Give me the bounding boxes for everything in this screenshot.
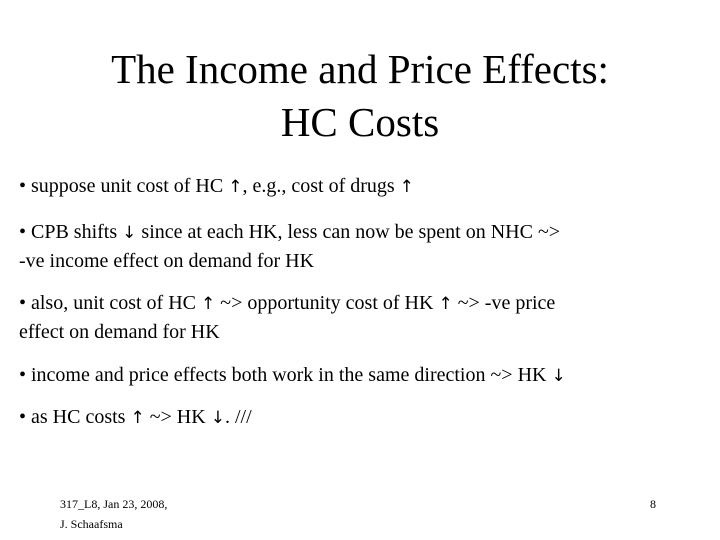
- bullet-3-text-a: • also, unit cost of HC: [19, 292, 201, 314]
- bullet-1: [19, 172, 699, 201]
- up-arrow-icon: ↑: [399, 177, 414, 197]
- footer-author: J. Schaafsma: [60, 517, 123, 531]
- up-arrow-icon: ↑: [130, 408, 145, 428]
- footer-citation: [60, 494, 167, 534]
- bullet-4: [19, 361, 699, 390]
- bullet-3-text-c: ~> -ve price: [452, 292, 556, 314]
- page-number: 8: [650, 497, 656, 511]
- slide-title-line-1: The Income and Price Effects:: [111, 46, 609, 92]
- bullet-5-text-b: ~> HK: [144, 406, 211, 428]
- bullet-5-text-a: • as HC costs: [19, 406, 131, 428]
- down-arrow-icon: ↓: [122, 223, 137, 243]
- up-arrow-icon: ↑: [438, 294, 453, 314]
- bullet-2: [19, 218, 699, 275]
- bullet-1-text-a: • suppose unit cost of HC: [19, 175, 229, 197]
- bullet-3: [19, 289, 699, 346]
- bullet-2-line-2: -ve income effect on demand for HK: [19, 250, 315, 272]
- bullet-2-text-a: • CPB shifts: [19, 221, 123, 243]
- bullet-3-line-2: effect on demand for HK: [19, 321, 220, 343]
- bullet-5: [19, 403, 699, 432]
- down-arrow-icon: ↓: [210, 408, 225, 428]
- bullet-4-text-a: • income and price effects both work in the same direction ~> HK: [19, 364, 552, 386]
- bullet-1-text-b: , e.g., cost of drugs: [242, 175, 400, 197]
- footer-course-date: 317_L8, Jan 23, 2008,: [60, 497, 168, 511]
- up-arrow-icon: ↑: [201, 294, 216, 314]
- bullet-5-text-c: . ///: [224, 406, 252, 428]
- down-arrow-icon: ↓: [551, 366, 566, 386]
- bullet-2-text-b: since at each HK, less can now be spent on NHC ~>: [136, 221, 561, 243]
- bullet-3-text-b: ~> opportunity cost of HK: [215, 292, 439, 314]
- up-arrow-icon: ↑: [228, 177, 243, 197]
- slide-title-line-2: HC Costs: [280, 99, 440, 145]
